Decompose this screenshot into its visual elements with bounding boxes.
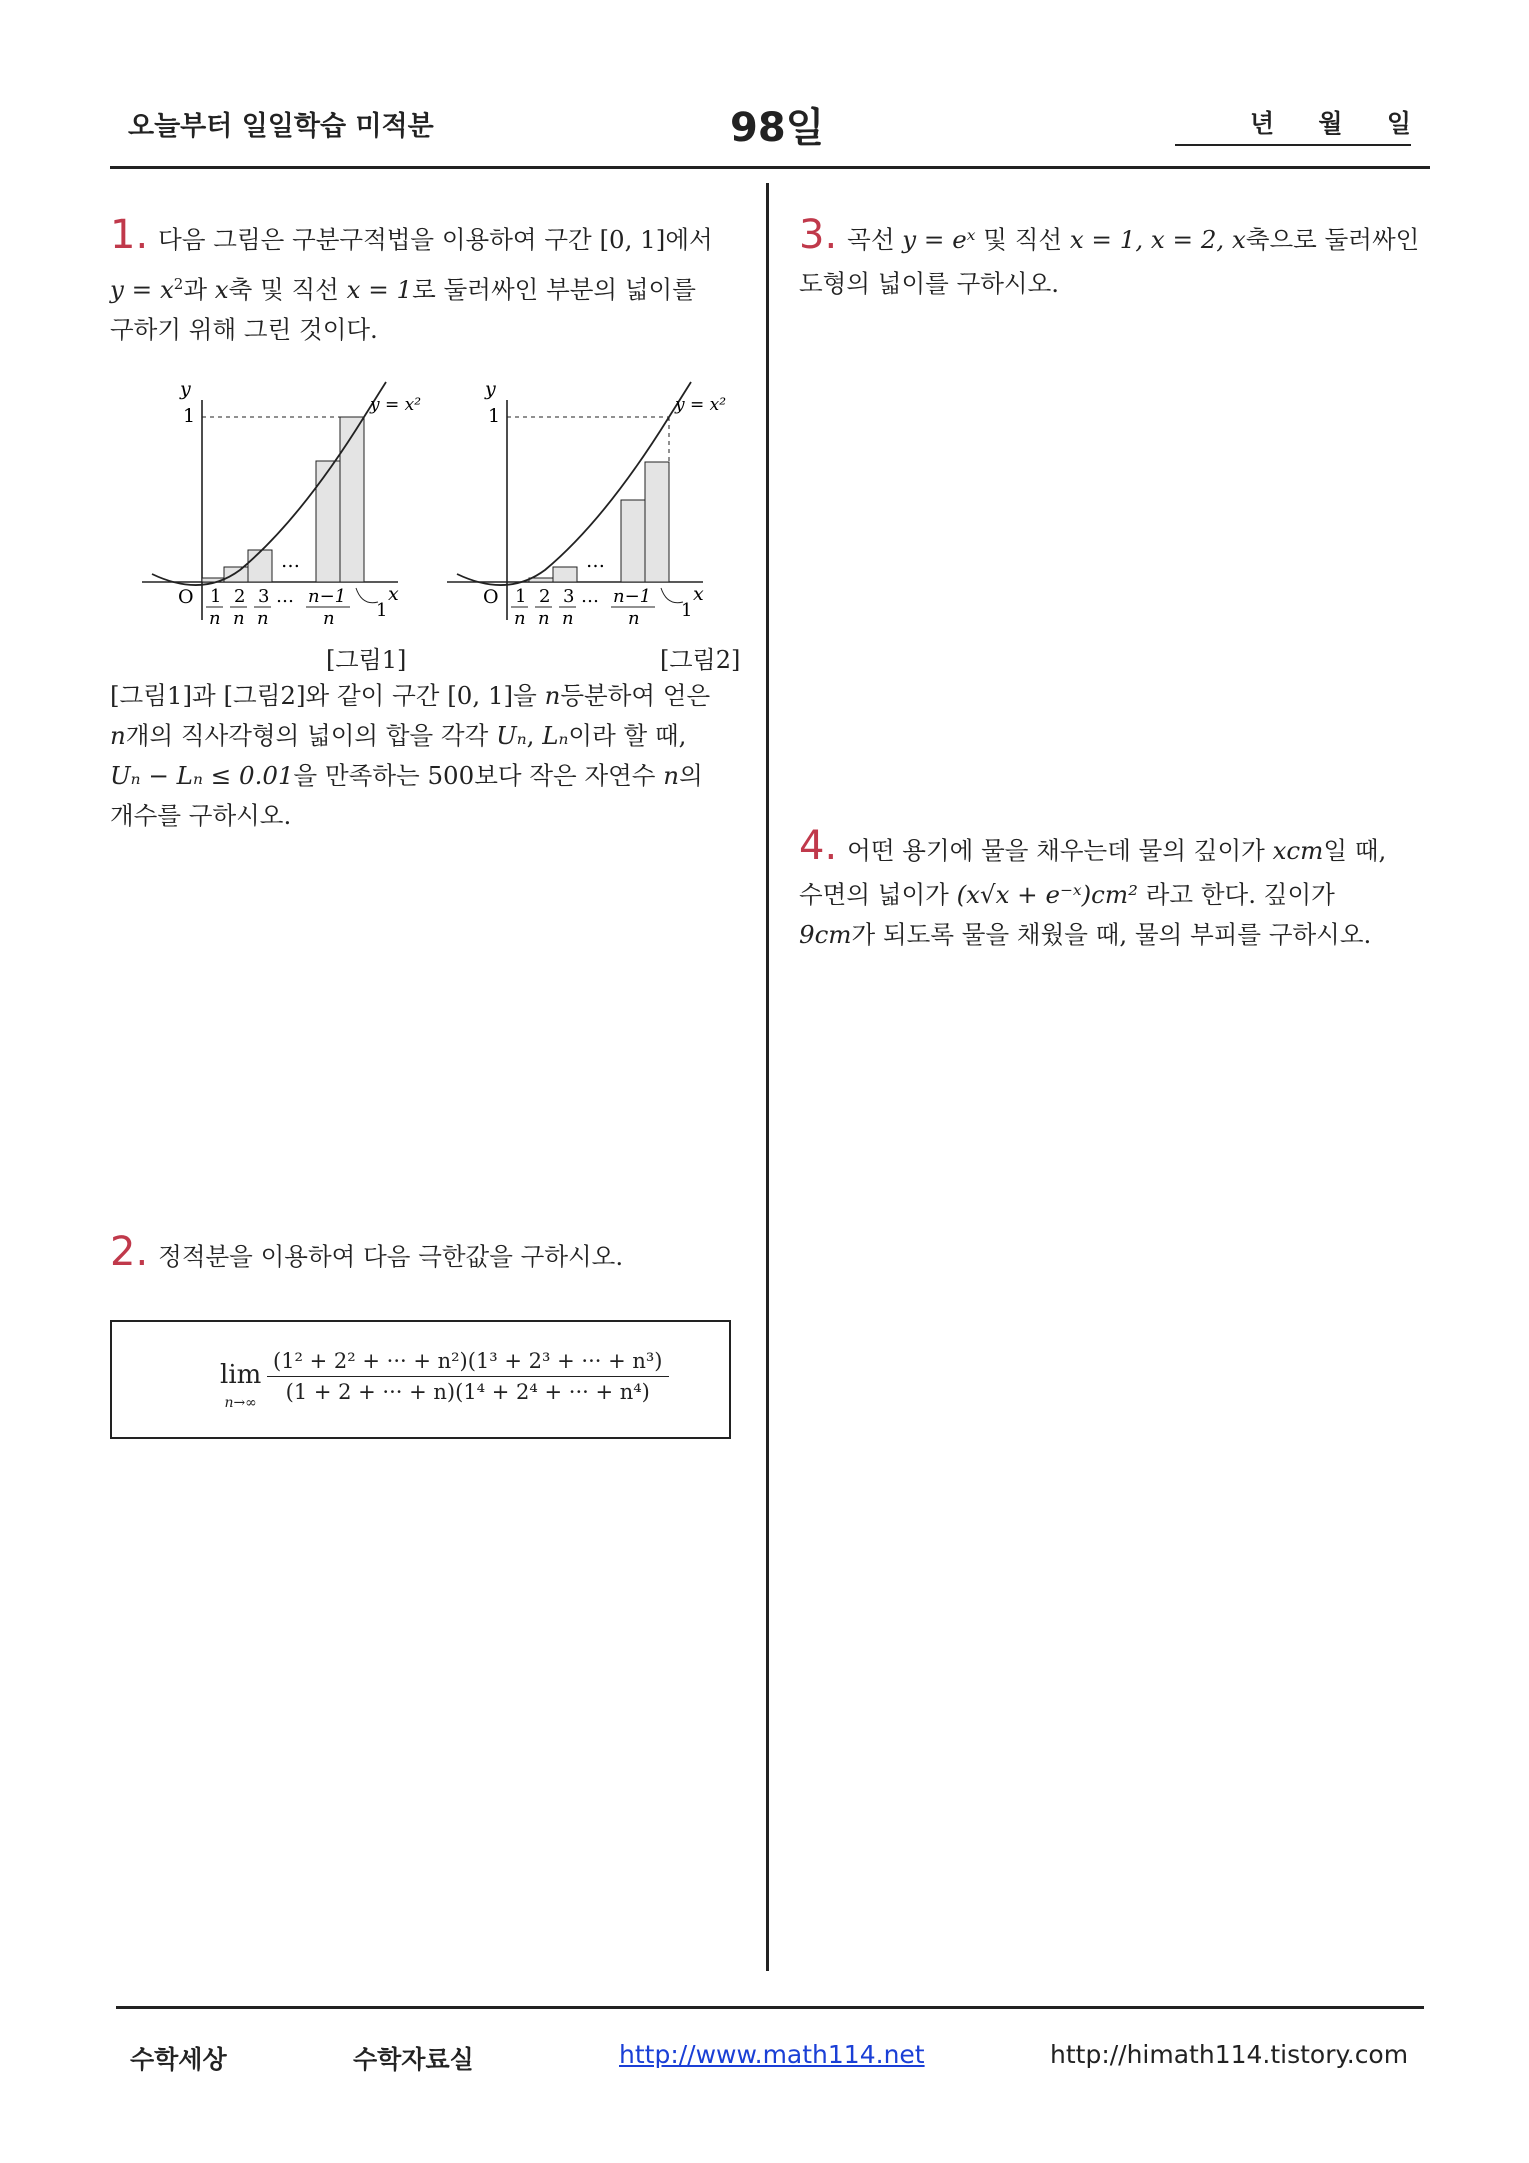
p1-body3-mid2: 보다 작은 자연수: [474, 761, 664, 790]
header-divider: [110, 166, 1430, 169]
date-month-label: 월: [1318, 109, 1343, 138]
figure-2-caption: [그림2]: [660, 646, 741, 674]
problem-4: [799, 823, 1439, 955]
limit-operator: [220, 1360, 262, 1414]
upper-rect-n: [340, 417, 364, 582]
svg-text:1: 1: [515, 586, 527, 607]
upper-rect-3: [248, 550, 272, 582]
curve-label: y = x²: [370, 395, 422, 415]
p3-curve-eq: y = eˣ: [902, 225, 976, 254]
p4-line2-post: 라고 한다. 깊이가: [1137, 880, 1335, 909]
p1-body1-interval: [0, 1]: [447, 681, 514, 710]
upper-rect-2: [224, 567, 248, 582]
svg-text:1: 1: [376, 600, 388, 621]
problem-3-number: 3.: [799, 212, 838, 258]
p4-area-expr: (x√x + e⁻ˣ)cm²: [956, 880, 1138, 909]
svg-text:3: 3: [258, 586, 270, 607]
footer-site-name: 수학세상: [130, 2045, 227, 2074]
svg-text:n: n: [562, 608, 574, 629]
svg-text:2: 2: [539, 586, 551, 607]
problem-3: [799, 212, 1439, 304]
p1-body3-n: n: [663, 761, 680, 790]
problem-2-number: 2.: [110, 1229, 149, 1275]
svg-text:n: n: [323, 608, 335, 629]
footer-library: 수학자료실: [353, 2045, 474, 2074]
limit-expression-box: [110, 1320, 731, 1439]
p1-line2-mid: 과: [183, 275, 215, 305]
p3-line2: 도형의 넓이를 구하시오.: [799, 269, 1060, 298]
p1-inequality: Uₙ − Lₙ ≤ 0.01: [110, 761, 294, 790]
fig-dots: …: [586, 550, 605, 572]
problem-4-number: 4.: [799, 823, 838, 869]
p3-line1-mid: 및 직선: [975, 225, 1070, 254]
p1-body1-end: 등분하여 얻은: [560, 681, 711, 710]
svg-text:n: n: [628, 608, 640, 629]
tick-labels: [511, 586, 692, 629]
figure-1-caption: [그림1]: [326, 646, 407, 674]
column-divider: [766, 183, 769, 1971]
p4-line1-pre: 어떤 용기에 물을 채우는데 물의 깊이가: [847, 836, 1273, 865]
svg-text:…: …: [581, 586, 599, 607]
p1-body4: 개수를 구하시오.: [110, 801, 292, 830]
p1-line1-post: 에서: [665, 225, 713, 254]
p1-body3-num: 500: [427, 761, 475, 790]
p3-line1-post: 축으로 둘러싸인: [1245, 225, 1420, 254]
figure-1: [142, 378, 421, 629]
limit-fraction: [267, 1346, 669, 1407]
p1-interval: [0, 1]: [599, 225, 666, 254]
p1-upper-sum: Uₙ: [496, 721, 527, 750]
footer-divider: [116, 2006, 1424, 2009]
y-one-label: 1: [488, 405, 501, 427]
lower-rect-3: [553, 567, 577, 582]
fraction-numerator: (1² + 2² + ··· + n²)(1³ + 2³ + ··· + n³): [267, 1346, 669, 1377]
svg-text:1: 1: [210, 586, 222, 607]
p1-body2-comma: ,: [526, 721, 543, 750]
p1-body1-post: 을: [513, 681, 545, 710]
p4-line3-post: 가 되도록 물을 채웠을 때, 물의 부피를 구하시오.: [851, 920, 1372, 949]
fig-dots: …: [281, 550, 300, 572]
date-year-label: 년: [1250, 109, 1275, 138]
p1-body1-n: n: [544, 681, 561, 710]
svg-text:n: n: [257, 608, 269, 629]
p1-body1-pre: [그림1]과 [그림2]와 같이 구간: [110, 681, 448, 710]
p4-target-depth: 9cm: [799, 920, 852, 949]
p3-line-eqs: x = 1, x = 2, x: [1069, 225, 1246, 254]
svg-text:n−1: n−1: [613, 586, 652, 607]
p1-line3: 구하기 위해 그린 것이다.: [110, 315, 378, 345]
p4-depth: xcm: [1272, 836, 1324, 865]
upper-rect-n-1: [316, 461, 340, 582]
p1-line1-pre: 다음 그림은 구분구적법을 이용하여 구간: [158, 225, 600, 254]
header-title: 오늘부터 일일학습 미적분: [128, 111, 434, 142]
lower-rect-n: [645, 462, 669, 582]
p1-line2-post: 로 둘러싸인 부분의 넓이를: [412, 275, 696, 305]
date-field: [1175, 104, 1411, 146]
lower-rect-n-1: [621, 500, 645, 582]
fraction-denominator: (1 + 2 + ··· + n)(1⁴ + 2⁴ + ··· + n⁴): [285, 1380, 650, 1404]
p2-text: 정적분을 이용하여 다음 극한값을 구하시오.: [158, 1242, 624, 1271]
day-title: 98일: [730, 105, 825, 151]
y-one-label: 1: [183, 405, 196, 427]
lim-subscript: n→∞: [224, 1395, 257, 1411]
y-axis-label: y: [485, 378, 496, 400]
tick-labels: [206, 586, 387, 629]
problem-1: 1. 다음 그림은 구분구적법을 이용하여 구간 [0, 1]에서 $y = x^2$과 x축 및 직선 x = 1로 둘러싸인 부분의 넓이를 구하기 위해 그린 것이다.: [110, 212, 713, 345]
p1-body2-mid: 개의 직사각형의 넓이의 합을 각각: [125, 721, 497, 750]
svg-text:n−1: n−1: [308, 586, 347, 607]
svg-text:…: …: [276, 586, 294, 607]
p1-x-var: x: [214, 275, 229, 305]
svg-text:n: n: [233, 608, 245, 629]
svg-text:3: 3: [563, 586, 575, 607]
p1-line-eq: x = 1: [346, 275, 413, 305]
p1-body3-mid: 을 만족하는: [293, 761, 428, 790]
svg-text:n: n: [209, 608, 221, 629]
svg-text:1: 1: [681, 600, 693, 621]
svg-text:n: n: [514, 608, 526, 629]
p1-lower-sum: Lₙ: [542, 721, 569, 750]
p1-body3-end: 의: [679, 761, 703, 790]
y-axis-label: y: [180, 378, 191, 400]
x-axis-label: x: [693, 583, 704, 605]
riemann-sum-figures: [130, 370, 750, 680]
problem-1-number: 1.: [110, 212, 149, 258]
p3-line1-pre: 곡선: [847, 225, 903, 254]
x-axis-label: x: [388, 583, 399, 605]
p1-line2-mid2: 축 및 직선: [228, 275, 347, 305]
p1-body2-end: 이라 할 때,: [568, 721, 687, 750]
origin-label: O: [178, 586, 194, 608]
curve-label: y = x²: [675, 395, 727, 415]
svg-text:n: n: [538, 608, 550, 629]
footer-link[interactable]: http://www.math114.net: [619, 2040, 925, 2069]
problem-1-body: [110, 676, 740, 836]
problem-2: [110, 1229, 740, 1277]
footer-blog-url: http://himath114.tistory.com: [1050, 2040, 1409, 2069]
date-day-label: 일: [1386, 109, 1411, 138]
p1-equation: y = x: [110, 275, 174, 305]
p4-line1-post: 일 때,: [1323, 836, 1387, 865]
lim-text: lim: [220, 1360, 262, 1390]
figure-2: [447, 378, 726, 629]
origin-label: O: [483, 586, 499, 608]
svg-text:2: 2: [234, 586, 246, 607]
p1-body2-n: n: [110, 721, 126, 750]
p4-line2-pre: 수면의 넓이가: [799, 880, 957, 909]
